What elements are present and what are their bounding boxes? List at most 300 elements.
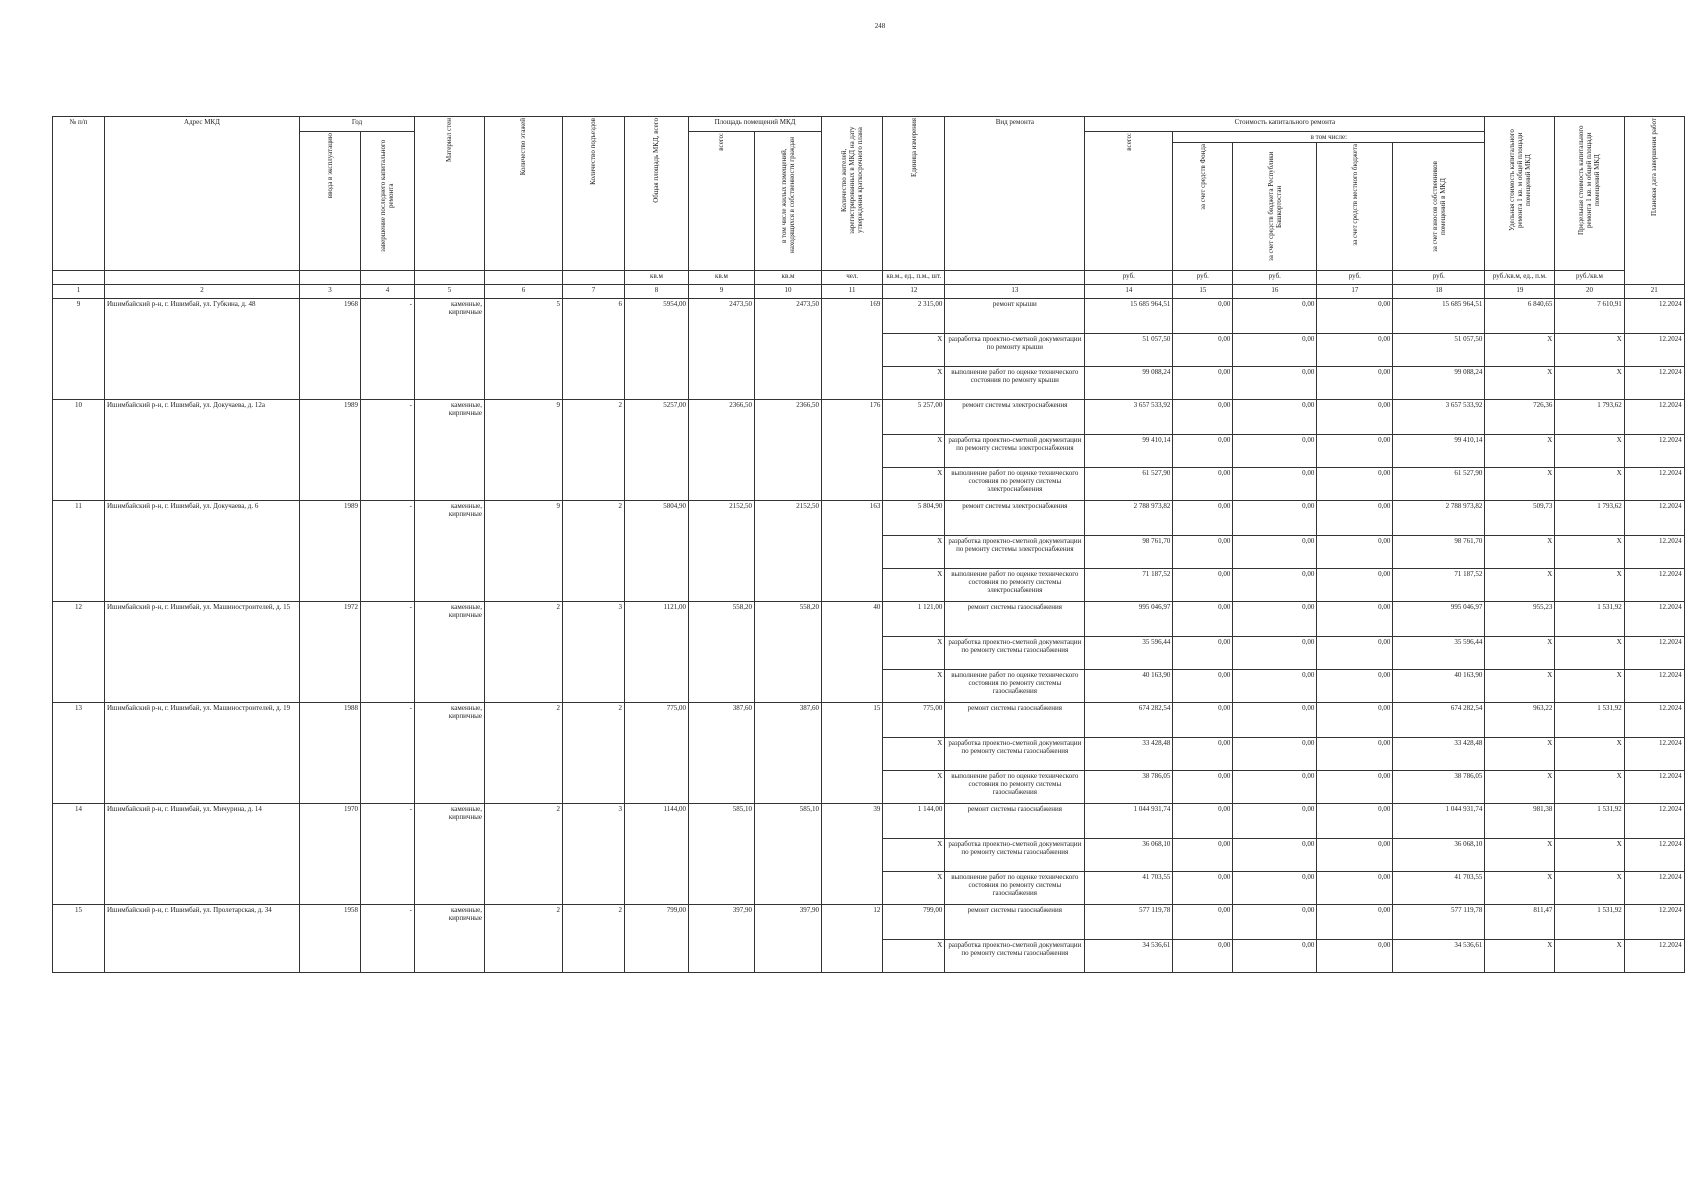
local-cell: 0,00 <box>1317 435 1393 468</box>
quantity-cell: X <box>883 569 945 602</box>
work-type-cell: ремонт системы газоснабжения <box>945 703 1085 738</box>
limit-cost-cell: 7 610,91 <box>1555 299 1624 334</box>
column-number: 11 <box>822 285 883 299</box>
cost-total-cell: 35 596,44 <box>1085 637 1173 670</box>
cost-total-cell: 577 119,78 <box>1085 905 1173 940</box>
col-year-commission-header: ввода в эксплуатацию <box>300 132 361 271</box>
local-cell: 0,00 <box>1317 536 1393 569</box>
column-number: 17 <box>1317 285 1393 299</box>
residents-cell: 169 <box>822 299 883 400</box>
col-year-last-repair-header: завершение последнего капитального ремонта <box>361 132 415 271</box>
total-area-cell: 1121,00 <box>625 602 689 703</box>
local-cell: 0,00 <box>1317 299 1393 334</box>
col-cost-total-header: всего: <box>1085 132 1173 271</box>
fund-cell: 0,00 <box>1173 501 1233 536</box>
owners-cell: 995 046,97 <box>1393 602 1485 637</box>
quantity-cell: X <box>883 536 945 569</box>
cost-total-cell: 33 428,48 <box>1085 738 1173 771</box>
entrances-cell: 2 <box>563 400 625 501</box>
entrances-cell: 3 <box>563 804 625 905</box>
total-area-cell: 5804,90 <box>625 501 689 602</box>
quantity-cell: X <box>883 771 945 804</box>
unit-cell: кв.м., ед., п.м., шт. <box>883 271 945 285</box>
deadline-cell: 12.2024 <box>1624 367 1684 400</box>
year-last-repair-cell: - <box>361 602 415 703</box>
year-commission-cell: 1989 <box>300 501 361 602</box>
unit-cell: чел. <box>822 271 883 285</box>
cost-total-cell: 61 527,90 <box>1085 468 1173 501</box>
quantity-cell: 5 804,90 <box>883 501 945 536</box>
owners-cell: 36 068,10 <box>1393 839 1485 872</box>
limit-cost-cell: 1 531,92 <box>1555 602 1624 637</box>
col-republic-header: за счет средств бюджета Республики Башкортостан <box>1233 143 1317 271</box>
quantity-cell: X <box>883 435 945 468</box>
work-type-cell: разработка проектно-сметной документации по ремонту системы газоснабжения <box>945 637 1085 670</box>
deadline-cell: 12.2024 <box>1624 536 1684 569</box>
entrances-cell: 2 <box>563 703 625 804</box>
quantity-cell: X <box>883 940 945 973</box>
premises-residents-cell: 558,20 <box>755 602 822 703</box>
table-row <box>53 299 1685 334</box>
address-cell: Ишимбайский р-н, г. Ишимбай, ул. Машиностроителей, д. 15 <box>105 602 300 703</box>
fund-cell: 0,00 <box>1173 670 1233 703</box>
deadline-cell: 12.2024 <box>1624 670 1684 703</box>
owners-cell: 34 536,61 <box>1393 940 1485 973</box>
unit-cell: руб./кв.м <box>1555 271 1624 285</box>
work-type-cell: ремонт системы газоснабжения <box>945 905 1085 940</box>
residents-cell: 40 <box>822 602 883 703</box>
unit-cell: кв.м <box>755 271 822 285</box>
column-number: 21 <box>1624 285 1684 299</box>
owners-cell: 41 703,55 <box>1393 872 1485 905</box>
premises-residents-cell: 585,10 <box>755 804 822 905</box>
limit-cost-cell: X <box>1555 334 1624 367</box>
cost-total-cell: 3 657 533,92 <box>1085 400 1173 435</box>
unit-cell <box>485 271 563 285</box>
column-number: 1 <box>53 285 105 299</box>
entrances-cell: 2 <box>563 501 625 602</box>
col-material-header: Материал стен <box>415 117 485 271</box>
local-cell: 0,00 <box>1317 468 1393 501</box>
cost-total-cell: 41 703,55 <box>1085 872 1173 905</box>
cost-total-cell: 40 163,90 <box>1085 670 1173 703</box>
floors-cell: 2 <box>485 804 563 905</box>
quantity-cell: 1 121,00 <box>883 602 945 637</box>
material-cell: каменные, кирпичные <box>415 602 485 703</box>
republic-cell: 0,00 <box>1233 400 1317 435</box>
col-deadline-header: Плановая дата завершения работ <box>1624 117 1684 285</box>
fund-cell: 0,00 <box>1173 400 1233 435</box>
limit-cost-cell: X <box>1555 569 1624 602</box>
fund-cell: 0,00 <box>1173 334 1233 367</box>
premises-total-cell: 387,60 <box>689 703 755 804</box>
premises-total-cell: 2473,50 <box>689 299 755 400</box>
row-number: 10 <box>53 400 105 501</box>
unit-cell: кв.м <box>625 271 689 285</box>
republic-cell: 0,00 <box>1233 501 1317 536</box>
republic-cell: 0,00 <box>1233 334 1317 367</box>
local-cell: 0,00 <box>1317 940 1393 973</box>
column-number: 7 <box>563 285 625 299</box>
unit-cost-cell: X <box>1485 468 1555 501</box>
column-number: 2 <box>105 285 300 299</box>
work-type-cell: разработка проектно-сметной документации по ремонту системы газоснабжения <box>945 738 1085 771</box>
floors-cell: 5 <box>485 299 563 400</box>
owners-cell: 98 761,70 <box>1393 536 1485 569</box>
owners-cell: 71 187,52 <box>1393 569 1485 602</box>
deadline-cell: 12.2024 <box>1624 839 1684 872</box>
limit-cost-cell: X <box>1555 435 1624 468</box>
owners-cell: 33 428,48 <box>1393 738 1485 771</box>
table-row <box>53 501 1685 536</box>
work-type-cell: выполнение работ по оценке технического состояния по ремонту системы электроснабжения <box>945 468 1085 501</box>
work-type-cell: выполнение работ по оценке технического состояния по ремонту крыши <box>945 367 1085 400</box>
unit-cell <box>945 271 1085 285</box>
col-year-group-header: Год <box>300 117 415 132</box>
fund-cell: 0,00 <box>1173 569 1233 602</box>
col-unit-cost-header: Удельная стоимость капитального ремонта 1 кв. м общей площади помещений МКД <box>1485 117 1555 271</box>
quantity-cell: X <box>883 670 945 703</box>
fund-cell: 0,00 <box>1173 536 1233 569</box>
republic-cell: 0,00 <box>1233 872 1317 905</box>
cost-total-cell: 98 761,70 <box>1085 536 1173 569</box>
work-type-cell: разработка проектно-сметной документации по ремонту системы газоснабжения <box>945 839 1085 872</box>
quantity-cell: X <box>883 839 945 872</box>
fund-cell: 0,00 <box>1173 637 1233 670</box>
year-commission-cell: 1972 <box>300 602 361 703</box>
residents-cell: 12 <box>822 905 883 973</box>
local-cell: 0,00 <box>1317 637 1393 670</box>
year-last-repair-cell: - <box>361 501 415 602</box>
unit-cost-cell: 6 840,65 <box>1485 299 1555 334</box>
floors-cell: 9 <box>485 501 563 602</box>
unit-cost-cell: 963,22 <box>1485 703 1555 738</box>
column-number: 5 <box>415 285 485 299</box>
fund-cell: 0,00 <box>1173 839 1233 872</box>
column-numbers-row <box>53 285 1685 299</box>
unit-cost-cell: X <box>1485 872 1555 905</box>
floors-cell: 2 <box>485 602 563 703</box>
col-premises-group-header: Площадь помещений МКД <box>689 117 822 132</box>
limit-cost-cell: 1 793,62 <box>1555 501 1624 536</box>
work-type-cell: ремонт крыши <box>945 299 1085 334</box>
quantity-cell: 5 257,00 <box>883 400 945 435</box>
owners-cell: 99 088,24 <box>1393 367 1485 400</box>
republic-cell: 0,00 <box>1233 468 1317 501</box>
deadline-cell: 12.2024 <box>1624 400 1684 435</box>
row-number: 11 <box>53 501 105 602</box>
unit-cost-cell: 726,36 <box>1485 400 1555 435</box>
cost-total-cell: 1 044 931,74 <box>1085 804 1173 839</box>
cost-total-cell: 99 410,14 <box>1085 435 1173 468</box>
unit-cell <box>105 271 300 285</box>
row-number: 9 <box>53 299 105 400</box>
material-cell: каменные, кирпичные <box>415 905 485 973</box>
work-type-cell: ремонт системы электроснабжения <box>945 400 1085 435</box>
premises-residents-cell: 397,90 <box>755 905 822 973</box>
deadline-cell: 12.2024 <box>1624 299 1684 334</box>
row-number: 13 <box>53 703 105 804</box>
cost-total-cell: 38 786,05 <box>1085 771 1173 804</box>
column-number: 6 <box>485 285 563 299</box>
unit-cell: руб. <box>1233 271 1317 285</box>
column-number: 18 <box>1393 285 1485 299</box>
deadline-cell: 12.2024 <box>1624 602 1684 637</box>
col-limit-cost-header: Предельная стоимость капитального ремонта 1 кв. м общей площади помещений МКД <box>1555 117 1624 271</box>
quantity-cell: X <box>883 468 945 501</box>
unit-cost-cell: X <box>1485 637 1555 670</box>
unit-cell <box>300 271 361 285</box>
local-cell: 0,00 <box>1317 872 1393 905</box>
unit-cost-cell: X <box>1485 940 1555 973</box>
premises-total-cell: 558,20 <box>689 602 755 703</box>
unit-cell: кв.м <box>689 271 755 285</box>
material-cell: каменные, кирпичные <box>415 501 485 602</box>
work-type-cell: выполнение работ по оценке технического состояния по ремонту системы газоснабжения <box>945 872 1085 905</box>
republic-cell: 0,00 <box>1233 771 1317 804</box>
unit-cost-cell: 811,47 <box>1485 905 1555 940</box>
unit-cost-cell: X <box>1485 738 1555 771</box>
premises-total-cell: 585,10 <box>689 804 755 905</box>
table-row <box>53 804 1685 839</box>
unit-cost-cell: 955,23 <box>1485 602 1555 637</box>
col-fund-header: за счет средств Фонда <box>1173 143 1233 271</box>
quantity-cell: X <box>883 637 945 670</box>
republic-cell: 0,00 <box>1233 637 1317 670</box>
total-area-cell: 5257,00 <box>625 400 689 501</box>
owners-cell: 2 788 973,82 <box>1393 501 1485 536</box>
limit-cost-cell: 1 531,92 <box>1555 703 1624 738</box>
cost-total-cell: 34 536,61 <box>1085 940 1173 973</box>
address-cell: Ишимбайский р-н, г. Ишимбай, ул. Мичурина, д. 14 <box>105 804 300 905</box>
cost-total-cell: 15 685 964,51 <box>1085 299 1173 334</box>
fund-cell: 0,00 <box>1173 468 1233 501</box>
owners-cell: 577 119,78 <box>1393 905 1485 940</box>
fund-cell: 0,00 <box>1173 703 1233 738</box>
entrances-cell: 6 <box>563 299 625 400</box>
cost-total-cell: 71 187,52 <box>1085 569 1173 602</box>
units-row <box>53 271 1685 285</box>
year-commission-cell: 1968 <box>300 299 361 400</box>
limit-cost-cell: X <box>1555 536 1624 569</box>
deadline-cell: 12.2024 <box>1624 905 1684 940</box>
owners-cell: 35 596,44 <box>1393 637 1485 670</box>
table-row <box>53 602 1685 637</box>
unit-cost-cell: X <box>1485 670 1555 703</box>
col-cost-group-header: Стоимость капитального ремонта <box>1085 117 1485 132</box>
republic-cell: 0,00 <box>1233 569 1317 602</box>
premises-residents-cell: 2473,50 <box>755 299 822 400</box>
year-last-repair-cell: - <box>361 804 415 905</box>
limit-cost-cell: X <box>1555 771 1624 804</box>
owners-cell: 15 685 964,51 <box>1393 299 1485 334</box>
owners-cell: 99 410,14 <box>1393 435 1485 468</box>
quantity-cell: X <box>883 738 945 771</box>
owners-cell: 51 057,50 <box>1393 334 1485 367</box>
work-type-cell: разработка проектно-сметной документации по ремонту системы электроснабжения <box>945 435 1085 468</box>
republic-cell: 0,00 <box>1233 804 1317 839</box>
limit-cost-cell: 1 531,92 <box>1555 905 1624 940</box>
work-type-cell: ремонт системы электроснабжения <box>945 501 1085 536</box>
year-commission-cell: 1989 <box>300 400 361 501</box>
year-commission-cell: 1958 <box>300 905 361 973</box>
fund-cell: 0,00 <box>1173 738 1233 771</box>
column-number: 14 <box>1085 285 1173 299</box>
limit-cost-cell: X <box>1555 839 1624 872</box>
premises-residents-cell: 2366,50 <box>755 400 822 501</box>
work-type-cell: разработка проектно-сметной документации по ремонту системы газоснабжения <box>945 940 1085 973</box>
total-area-cell: 1144,00 <box>625 804 689 905</box>
column-number: 8 <box>625 285 689 299</box>
owners-cell: 674 282,54 <box>1393 703 1485 738</box>
row-number: 15 <box>53 905 105 973</box>
material-cell: каменные, кирпичные <box>415 299 485 400</box>
premises-total-cell: 2366,50 <box>689 400 755 501</box>
cost-total-cell: 995 046,97 <box>1085 602 1173 637</box>
col-address-header: Адрес МКД <box>105 117 300 271</box>
total-area-cell: 5954,00 <box>625 299 689 400</box>
local-cell: 0,00 <box>1317 602 1393 637</box>
quantity-cell: 799,00 <box>883 905 945 940</box>
col-incl-group-header: в том числе: <box>1173 132 1485 143</box>
floors-cell: 2 <box>485 905 563 973</box>
local-cell: 0,00 <box>1317 839 1393 872</box>
col-premises-total-header: всего: <box>689 132 755 271</box>
total-area-cell: 775,00 <box>625 703 689 804</box>
material-cell: каменные, кирпичные <box>415 400 485 501</box>
cost-total-cell: 36 068,10 <box>1085 839 1173 872</box>
deadline-cell: 12.2024 <box>1624 468 1684 501</box>
deadline-cell: 12.2024 <box>1624 872 1684 905</box>
table-body <box>53 299 1685 973</box>
year-last-repair-cell: - <box>361 703 415 804</box>
local-cell: 0,00 <box>1317 367 1393 400</box>
header-row-1 <box>53 117 1685 132</box>
unit-cost-cell: X <box>1485 367 1555 400</box>
limit-cost-cell: X <box>1555 670 1624 703</box>
republic-cell: 0,00 <box>1233 738 1317 771</box>
republic-cell: 0,00 <box>1233 367 1317 400</box>
residents-cell: 15 <box>822 703 883 804</box>
owners-cell: 1 044 931,74 <box>1393 804 1485 839</box>
local-cell: 0,00 <box>1317 738 1393 771</box>
col-residents-header: Количество жителей, зарегистрированных в МКД на дату утверждения краткосрочного плана <box>822 117 883 271</box>
premises-residents-cell: 2152,50 <box>755 501 822 602</box>
local-cell: 0,00 <box>1317 905 1393 940</box>
cost-total-cell: 51 057,50 <box>1085 334 1173 367</box>
address-cell: Ишимбайский р-н, г. Ишимбай, ул. Докучаева, д. 6 <box>105 501 300 602</box>
deadline-cell: 12.2024 <box>1624 703 1684 738</box>
fund-cell: 0,00 <box>1173 872 1233 905</box>
col-num-header: № п/п <box>53 117 105 271</box>
limit-cost-cell: X <box>1555 367 1624 400</box>
column-number: 12 <box>883 285 945 299</box>
col-total-area-header: Общая площадь МКД, всего <box>625 117 689 271</box>
republic-cell: 0,00 <box>1233 905 1317 940</box>
col-floors-header: Количество этажей <box>485 117 563 271</box>
column-number: 3 <box>300 285 361 299</box>
col-work-type-header: Вид ремонта <box>945 117 1085 271</box>
republic-cell: 0,00 <box>1233 940 1317 973</box>
entrances-cell: 2 <box>563 905 625 973</box>
fund-cell: 0,00 <box>1173 435 1233 468</box>
unit-cost-cell: X <box>1485 536 1555 569</box>
owners-cell: 38 786,05 <box>1393 771 1485 804</box>
local-cell: 0,00 <box>1317 670 1393 703</box>
cost-total-cell: 674 282,54 <box>1085 703 1173 738</box>
address-cell: Ишимбайский р-н, г. Ишимбай, ул. Пролетарская, д. 34 <box>105 905 300 973</box>
unit-cost-cell: 509,73 <box>1485 501 1555 536</box>
quantity-cell: X <box>883 334 945 367</box>
column-number: 13 <box>945 285 1085 299</box>
premises-residents-cell: 387,60 <box>755 703 822 804</box>
limit-cost-cell: 1 793,62 <box>1555 400 1624 435</box>
local-cell: 0,00 <box>1317 569 1393 602</box>
republic-cell: 0,00 <box>1233 670 1317 703</box>
col-owners-header: за счет взносов собственников помещений в МКД <box>1393 143 1485 271</box>
republic-cell: 0,00 <box>1233 536 1317 569</box>
work-type-cell: выполнение работ по оценке технического состояния по ремонту системы газоснабжения <box>945 771 1085 804</box>
cost-total-cell: 99 088,24 <box>1085 367 1173 400</box>
fund-cell: 0,00 <box>1173 602 1233 637</box>
unit-cost-cell: X <box>1485 839 1555 872</box>
address-cell: Ишимбайский р-н, г. Ишимбай, ул. Докучаева, д. 12а <box>105 400 300 501</box>
deadline-cell: 12.2024 <box>1624 334 1684 367</box>
work-type-cell: выполнение работ по оценке технического состояния по ремонту системы газоснабжения <box>945 670 1085 703</box>
premises-total-cell: 397,90 <box>689 905 755 973</box>
work-type-cell: разработка проектно-сметной документации по ремонту системы электроснабжения <box>945 536 1085 569</box>
deadline-cell: 12.2024 <box>1624 569 1684 602</box>
unit-cost-cell: X <box>1485 569 1555 602</box>
year-commission-cell: 1988 <box>300 703 361 804</box>
fund-cell: 0,00 <box>1173 804 1233 839</box>
deadline-cell: 12.2024 <box>1624 804 1684 839</box>
row-number: 14 <box>53 804 105 905</box>
quantity-cell: X <box>883 872 945 905</box>
unit-cell: руб. <box>1173 271 1233 285</box>
owners-cell: 40 163,90 <box>1393 670 1485 703</box>
column-number: 16 <box>1233 285 1317 299</box>
limit-cost-cell: 1 531,92 <box>1555 804 1624 839</box>
quantity-cell: 775,00 <box>883 703 945 738</box>
deadline-cell: 12.2024 <box>1624 738 1684 771</box>
year-last-repair-cell: - <box>361 299 415 400</box>
total-area-cell: 799,00 <box>625 905 689 973</box>
page-number: 248 <box>874 22 886 30</box>
unit-cost-cell: X <box>1485 334 1555 367</box>
deadline-cell: 12.2024 <box>1624 637 1684 670</box>
limit-cost-cell: X <box>1555 468 1624 501</box>
floors-cell: 2 <box>485 703 563 804</box>
col-unit-header: Единица измерения <box>883 117 945 271</box>
work-type-cell: выполнение работ по оценке технического состояния по ремонту системы электроснабжения <box>945 569 1085 602</box>
col-premises-residents-header: в том числе жилых помещений, находящихся в собственности граждан <box>755 132 822 271</box>
column-number: 10 <box>755 285 822 299</box>
residents-cell: 39 <box>822 804 883 905</box>
limit-cost-cell: X <box>1555 738 1624 771</box>
row-number: 12 <box>53 602 105 703</box>
unit-cell: руб. <box>1393 271 1485 285</box>
residents-cell: 176 <box>822 400 883 501</box>
unit-cell: руб./кв.м, ед., п.м. <box>1485 271 1555 285</box>
year-last-repair-cell: - <box>361 400 415 501</box>
column-number: 4 <box>361 285 415 299</box>
unit-cell <box>563 271 625 285</box>
column-number: 19 <box>1485 285 1555 299</box>
table-row <box>53 400 1685 435</box>
republic-cell: 0,00 <box>1233 839 1317 872</box>
local-cell: 0,00 <box>1317 334 1393 367</box>
